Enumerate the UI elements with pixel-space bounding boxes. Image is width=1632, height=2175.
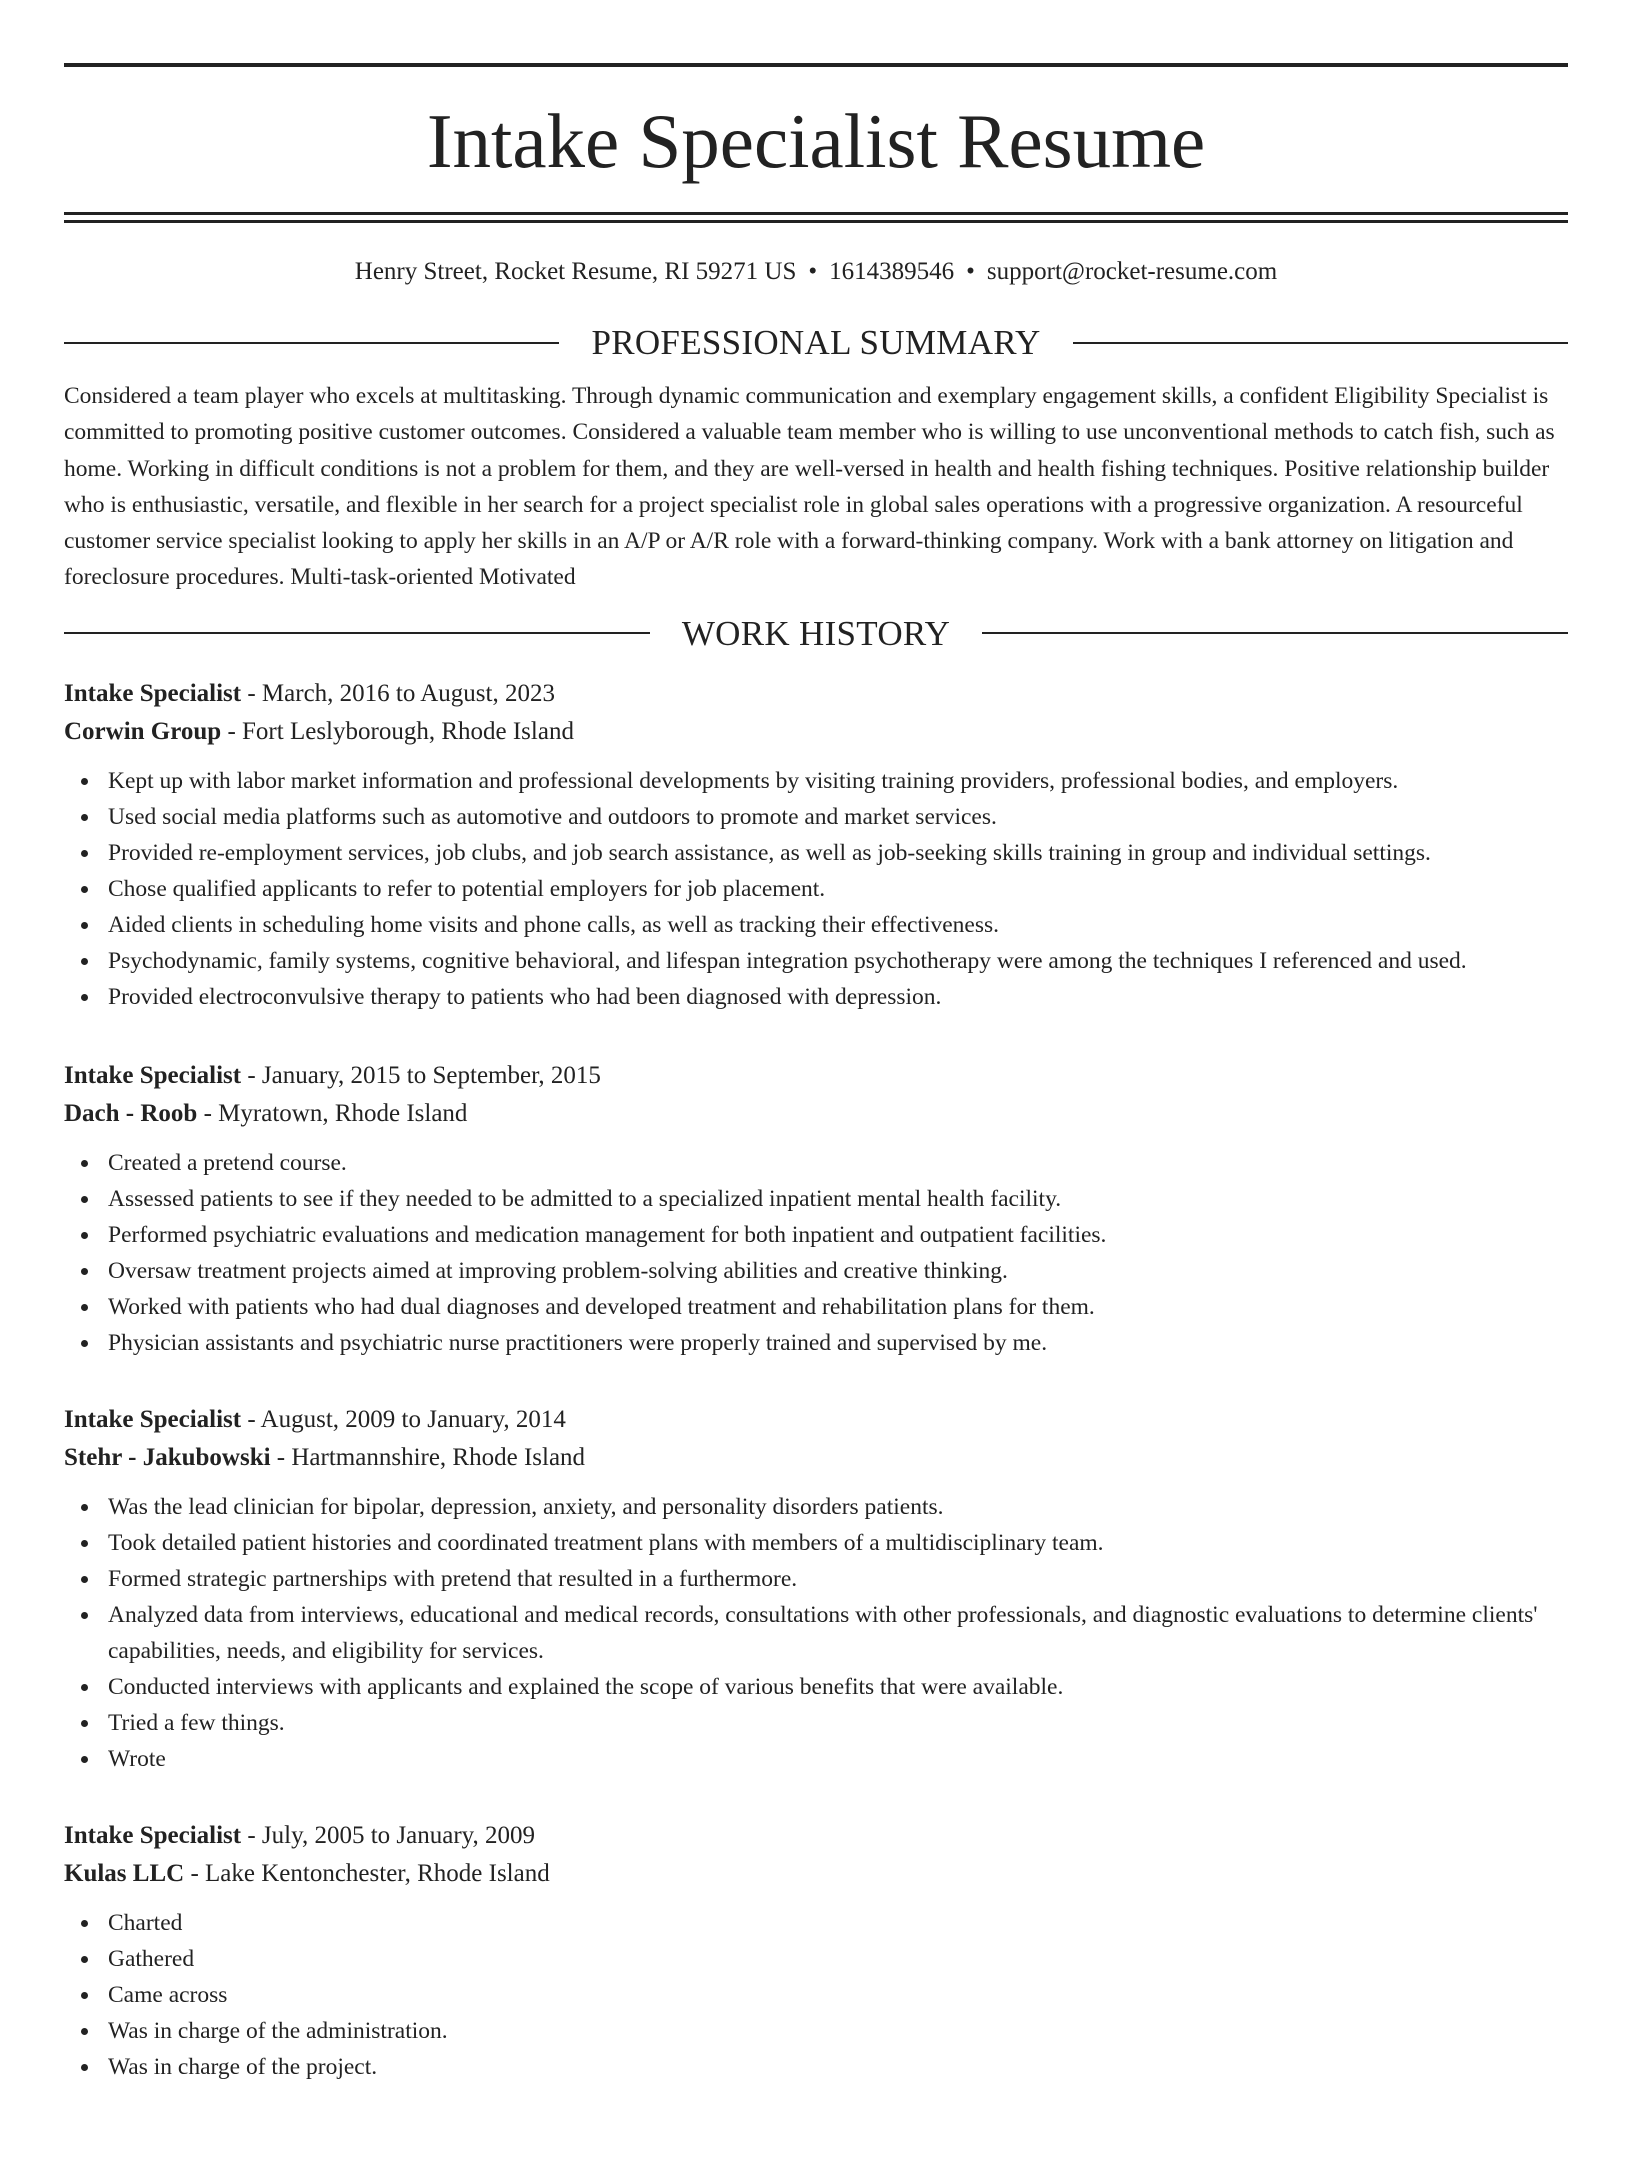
heading-rule-left <box>64 632 650 634</box>
job-role: Intake Specialist <box>64 1821 242 1849</box>
job-bullet: Used social media platforms such as automotive and outdoors to promote and market services. <box>64 799 1568 835</box>
job-bullet: Was in charge of the administration. <box>64 2013 1568 2049</box>
job-title-line <box>64 1057 1568 1095</box>
job-bullet: Provided re-employment services, job clubs, and job search assistance, as well as job-seeking skills training in group and individual settings. <box>64 835 1568 871</box>
job-company-line <box>64 1855 1568 1893</box>
job-bullet: Performed psychiatric evaluations and medication management for both inpatient and outpatient facilities. <box>64 1217 1568 1253</box>
contact-address: Henry Street, Rocket Resume, RI 59271 US <box>354 258 797 285</box>
job-bullet: Kept up with labor market information and professional developments by visiting training providers, professional bodies, and employers. <box>64 763 1568 799</box>
job-company-line <box>64 1095 1568 1133</box>
job-bullet: Was in charge of the project. <box>64 2049 1568 2085</box>
job-bullet: Formed strategic partnerships with pretend that resulted in a furthermore. <box>64 1561 1568 1597</box>
contact-separator: • <box>966 258 975 285</box>
job-bullet-list <box>64 1145 1568 1361</box>
job-bullet-list <box>64 1905 1568 2085</box>
job-entry <box>64 675 1568 1015</box>
job-bullet: Psychodynamic, family systems, cognitive behavioral, and lifespan integration psychotherapy were among the techniques I referenced and used. <box>64 943 1568 979</box>
job-bullet: Physician assistants and psychiatric nurse practitioners were properly trained and supervised by me. <box>64 1325 1568 1361</box>
job-role: Intake Specialist <box>64 1061 242 1089</box>
job-bullet: Aided clients in scheduling home visits and phone calls, as well as tracking their effectiveness. <box>64 907 1568 943</box>
summary-text: Considered a team player who excels at multitasking. Through dynamic communication and exemplary engagement skills, a confident Eligibility Specialist is committed to promoting positive customer outcomes. Considered a valuable team member who is willing to use unconventional methods to catch fish, such as home. Working in difficult conditions is not a problem for them, and they are well-versed in health and health fishing techniques. Positive relationship builder who is enthusiastic, versatile, and flexible in her search for a project specialist role in global sales operations with a progressive organization. A resourceful customer service specialist looking to apply her skills in an A/P or A/R role with a forward-thinking company. Work with a bank attorney on litigation and foreclosure procedures. Multi-task-oriented Motivated <box>64 383 1555 591</box>
job-company: Dach - Roob <box>64 1099 198 1127</box>
job-entry <box>64 1057 1568 1361</box>
contact-line <box>64 257 1568 287</box>
job-bullet: Conducted interviews with applicants and explained the scope of various benefits that were available. <box>64 1669 1568 1705</box>
job-company: Kulas LLC <box>64 1859 185 1887</box>
job-location: - Hartmannshire, Rhode Island <box>270 1443 586 1471</box>
job-title-line <box>64 1401 1568 1439</box>
work-history-heading: WORK HISTORY <box>681 613 951 653</box>
job-bullet: Assessed patients to see if they needed to be admitted to a specialized inpatient mental health facility. <box>64 1181 1568 1217</box>
job-company: Stehr - Jakubowski <box>64 1443 271 1471</box>
heading-rule-right <box>982 632 1568 634</box>
title-double-rule <box>64 212 1568 223</box>
job-bullet: Took detailed patient histories and coordinated treatment plans with members of a multidisciplinary team. <box>64 1525 1568 1561</box>
resume-title: Intake Specialist Resume <box>426 98 1206 184</box>
job-bullet-list <box>64 763 1568 1015</box>
job-bullet: Tried a few things. <box>64 1705 1568 1741</box>
summary-heading-row <box>64 325 1568 360</box>
job-list <box>64 675 1568 2085</box>
contact-email: support@rocket-resume.com <box>986 258 1278 285</box>
job-bullet: Created a pretend course. <box>64 1145 1568 1181</box>
job-bullet: Analyzed data from interviews, educational and medical records, consultations with other professionals, and diagnostic evaluations to determine clients' capabilities, needs, and eligibility for services. <box>64 1597 1568 1669</box>
job-dates: - August, 2009 to January, 2014 <box>241 1405 566 1433</box>
heading-rule-right <box>1073 342 1568 344</box>
job-bullet: Chose qualified applicants to refer to potential employers for job placement. <box>64 871 1568 907</box>
summary-heading: PROFESSIONAL SUMMARY <box>591 323 1041 362</box>
work-history-heading-row <box>64 613 1568 653</box>
job-location: - Lake Kentonchester, Rhode Island <box>184 1859 550 1887</box>
job-dates: - July, 2005 to January, 2009 <box>241 1821 536 1849</box>
job-bullet: Wrote <box>64 1741 1568 1777</box>
contact-separator: • <box>808 258 818 285</box>
job-company: Corwin Group <box>64 717 222 745</box>
top-rule <box>64 63 1568 67</box>
job-bullet: Was the lead clinician for bipolar, depression, anxiety, and personality disorders patients. <box>64 1489 1568 1525</box>
resume-page <box>0 63 1632 2175</box>
job-company-line <box>64 713 1568 751</box>
job-company-line <box>64 1439 1568 1477</box>
job-dates: - March, 2016 to August, 2023 <box>241 679 555 707</box>
job-entry <box>64 1817 1568 2085</box>
job-title-line <box>64 675 1568 713</box>
contact-phone: 1614389546 <box>829 258 955 285</box>
job-dates: - January, 2015 to September, 2015 <box>241 1061 601 1089</box>
job-entry <box>64 1401 1568 1777</box>
job-bullet: Provided electroconvulsive therapy to patients who had been diagnosed with depression. <box>64 979 1568 1015</box>
job-location: - Fort Leslyborough, Rhode Island <box>221 717 574 745</box>
job-role: Intake Specialist <box>64 1405 242 1433</box>
job-bullet: Worked with patients who had dual diagnoses and developed treatment and rehabilitation plans for them. <box>64 1289 1568 1325</box>
job-bullet: Charted <box>64 1905 1568 1941</box>
job-bullet: Gathered <box>64 1941 1568 1977</box>
heading-rule-left <box>64 342 559 344</box>
job-bullet-list <box>64 1489 1568 1777</box>
job-bullet: Came across <box>64 1977 1568 2013</box>
job-role: Intake Specialist <box>64 679 242 707</box>
job-location: - Myratown, Rhode Island <box>197 1099 468 1127</box>
job-bullet: Oversaw treatment projects aimed at improving problem-solving abilities and creative thinking. <box>64 1253 1568 1289</box>
job-title-line <box>64 1817 1568 1855</box>
